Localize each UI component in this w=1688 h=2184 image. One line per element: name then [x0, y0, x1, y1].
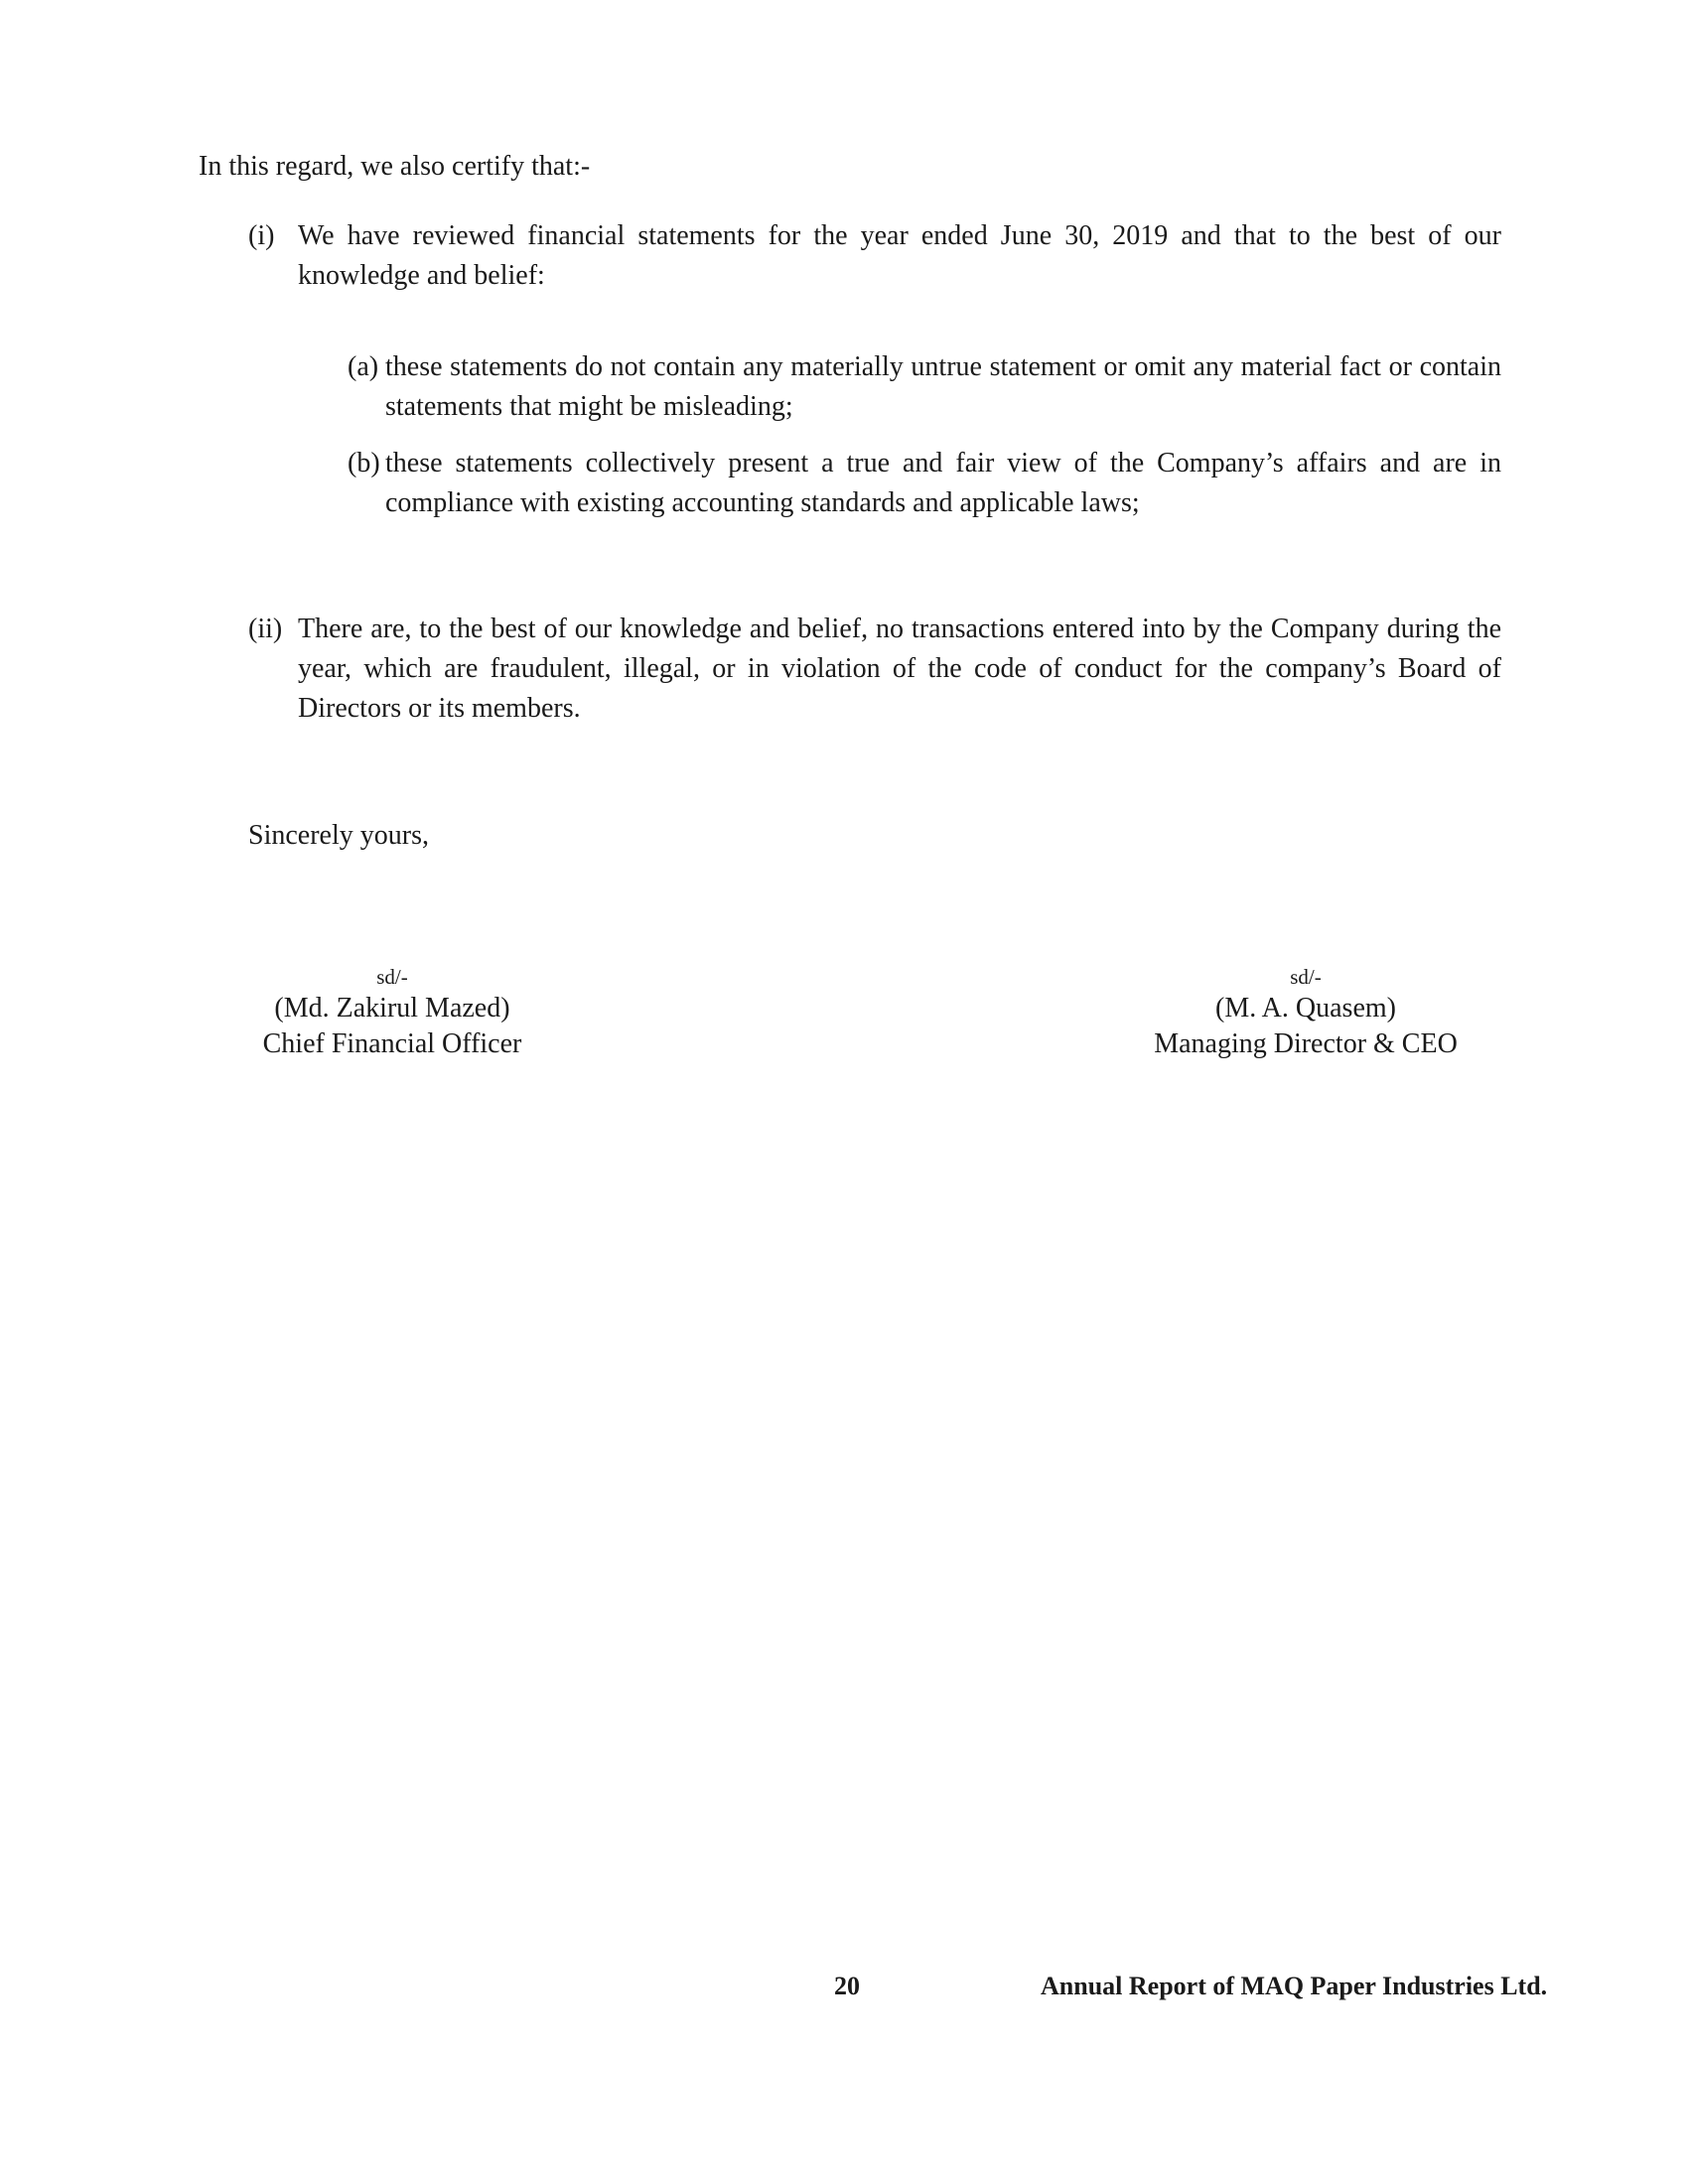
subitem-marker: (a) — [348, 351, 379, 382]
item-text: There are, to the best of our knowledge and belief, no transactions entered into by the Company during the year, which are fraudulent, illegal, or in violation of the code of conduct for the company’s Board of Directors or its members. — [298, 614, 1501, 724]
subitem-text: these statements collectively present a true and fair view of the Company’s affairs and are in compliance with existing accounting standards and applicable laws; — [385, 448, 1501, 518]
signatory-title: Managing Director & CEO — [1154, 1028, 1458, 1059]
certification-item-i — [248, 216, 1501, 296]
closing-salutation: Sincerely yours, — [248, 820, 429, 851]
signatory-name: (M. A. Quasem) — [1215, 993, 1396, 1024]
item-marker: (i) — [248, 220, 275, 251]
intro-text: In this regard, we also certify that:- — [199, 151, 591, 182]
subitem-text: these statements do not contain any materially untrue statement or omit any material fact or contain statements that might be misleading; — [385, 351, 1501, 422]
certification-item-ii — [248, 610, 1501, 729]
signature-block-ceo — [1122, 963, 1489, 1062]
signatory-title: Chief Financial Officer — [262, 1028, 522, 1059]
subitem-marker: (b) — [348, 448, 380, 478]
item-marker: (ii) — [248, 614, 283, 644]
signature-mark: sd/- — [1290, 965, 1322, 989]
certification-subitem-b — [348, 444, 1501, 523]
signatory-name: (Md. Zakirul Mazed) — [274, 993, 510, 1024]
signature-mark: sd/- — [376, 965, 408, 989]
page-number: 20 — [834, 1972, 860, 2000]
certification-subitem-a — [348, 347, 1501, 427]
item-text: We have reviewed financial statements for the year ended June 30, 2019 and that to the best of our knowledge and belief: — [298, 220, 1501, 291]
signature-block-cfo — [238, 963, 546, 1062]
footer-report-title: Annual Report of MAQ Paper Industries Ltd. — [1041, 1972, 1548, 2000]
